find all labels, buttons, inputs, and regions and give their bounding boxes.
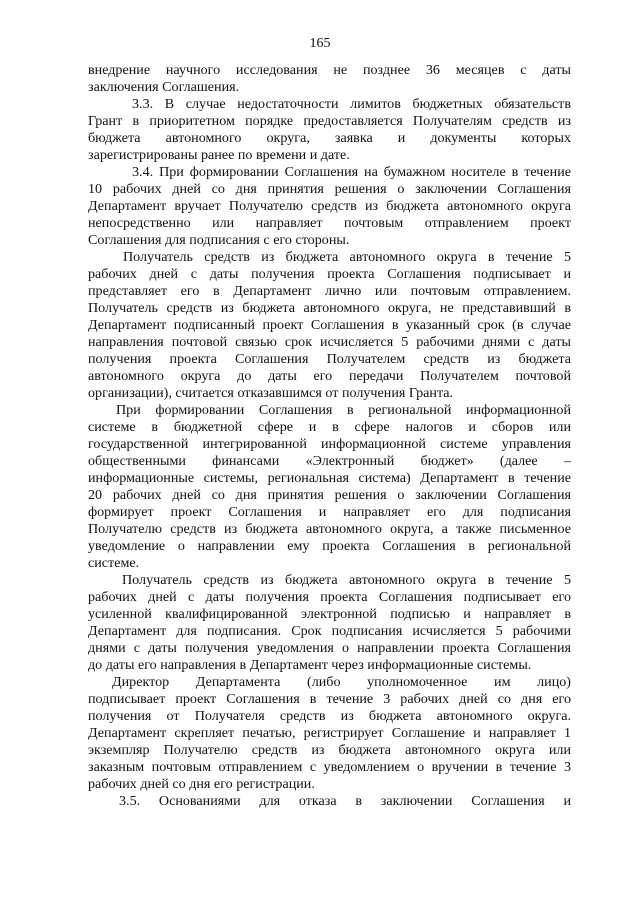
text-line: зарегистрированы ранее по времени и дате. bbox=[88, 147, 350, 163]
text-line: 20 рабочих дней со дня принятия решения о заключении Соглашения bbox=[88, 487, 571, 503]
text-line: формирует проект Соглашения и направляет его для подписания bbox=[88, 504, 571, 520]
text-line: непосредственно или направляет почтовым отправлением проект bbox=[88, 215, 571, 231]
text-line: представляет его в Департамент лично или почтовым отправлением. bbox=[88, 283, 571, 299]
text-line: уведомление о направлении ему проекта Соглашения в региональной bbox=[88, 538, 571, 554]
text-line: 3.5. Основаниями для отказа в заключении Соглашения и bbox=[119, 793, 571, 809]
text-line: При формировании Соглашения в региональной информационной bbox=[116, 402, 571, 418]
text-line: бюджета автономного округа, заявка и документы которых bbox=[88, 130, 571, 146]
text-line: информационные системы, региональная система) Департамент в течение bbox=[88, 470, 571, 486]
text-line: внедрение научного исследования не позднее 36 месяцев с даты bbox=[88, 62, 571, 78]
text-line: 10 рабочих дней со дня принятия решения о заключении Соглашения bbox=[88, 181, 571, 197]
text-line: Департамент подписанный проект Соглашения в указанный срок (в случае bbox=[88, 317, 571, 333]
text-line: организации), считается отказавшимся от получения Гранта. bbox=[88, 385, 454, 401]
text-line: Получатель средств из бюджета автономного округа в течение 5 bbox=[123, 249, 571, 265]
text-line: 3.4. При формировании Соглашения на бумажном носителе в течение bbox=[132, 164, 571, 180]
text-line: Директор Департамента (либо уполномоченное им лицо) bbox=[112, 674, 571, 690]
text-line: экземпляр Получателю средств из бюджета автономного округа или bbox=[88, 742, 571, 758]
text-line: получения от Получателя средств из бюджета автономного округа. bbox=[88, 708, 571, 724]
text-line: Департамент скрепляет печатью, регистрирует Соглашение и направляет 1 bbox=[88, 725, 571, 741]
text-line: подписывает проект Соглашения в течение 3 рабочих дней со дня его bbox=[88, 691, 571, 707]
text-line: днями с даты получения уведомления о направлении проекта Соглашения bbox=[88, 640, 571, 656]
text-line: Получатель средств из бюджета автономного округа в течение 5 bbox=[122, 572, 571, 588]
document-body bbox=[88, 62, 571, 810]
text-line: заключения Соглашения. bbox=[88, 79, 240, 95]
text-line: заказным почтовым отправлением с уведомлением о вручении в течение 3 bbox=[88, 759, 571, 775]
text-line: системе в бюджетной сфере и в сфере налогов и сборов или bbox=[88, 419, 571, 435]
text-line: направления почтовой связью срок исчисляется 5 рабочими днями с даты bbox=[88, 334, 571, 350]
text-line: автономного округа до даты его передачи Получателем почтовой bbox=[88, 368, 571, 384]
text-line: 3.3. В случае недостаточности лимитов бюджетных обязательств bbox=[132, 96, 571, 112]
page-number: 165 bbox=[309, 36, 331, 51]
text-line: Грант в приоритетном порядке предоставляется Получателям средств из bbox=[88, 113, 571, 129]
text-line: Соглашения для подписания с его стороны. bbox=[88, 232, 350, 248]
text-line: рабочих дней с даты получения проекта Соглашения подписывает его bbox=[88, 589, 571, 605]
text-line: государственной интегрированной информационной системе управления bbox=[88, 436, 571, 452]
text-line: усиленной квалифицированной электронной подписью и направляет в bbox=[88, 606, 571, 622]
text-line: Департамент для подписания. Срок подписания исчисляется 5 рабочими bbox=[88, 623, 571, 639]
text-line: рабочих дней со дня его регистрации. bbox=[88, 776, 315, 792]
text-line: рабочих дней с даты получения проекта Соглашения подписывает и bbox=[88, 266, 571, 282]
text-line: Получатель средств из бюджета автономного округа, не представивший в bbox=[88, 300, 571, 316]
text-line: системе. bbox=[88, 555, 140, 571]
text-line: общественными финансами «Электронный бюджет» (далее – bbox=[88, 453, 571, 469]
text-line: получения проекта Соглашения Получателем средств из бюджета bbox=[88, 351, 571, 367]
text-line: Получателю средств из бюджета автономного округа, а также письменное bbox=[88, 521, 571, 537]
text-line: до даты его направления в Департамент через информационные системы. bbox=[88, 657, 532, 673]
text-line: Департамент вручает Получателю средств из бюджета автономного округа bbox=[88, 198, 571, 214]
